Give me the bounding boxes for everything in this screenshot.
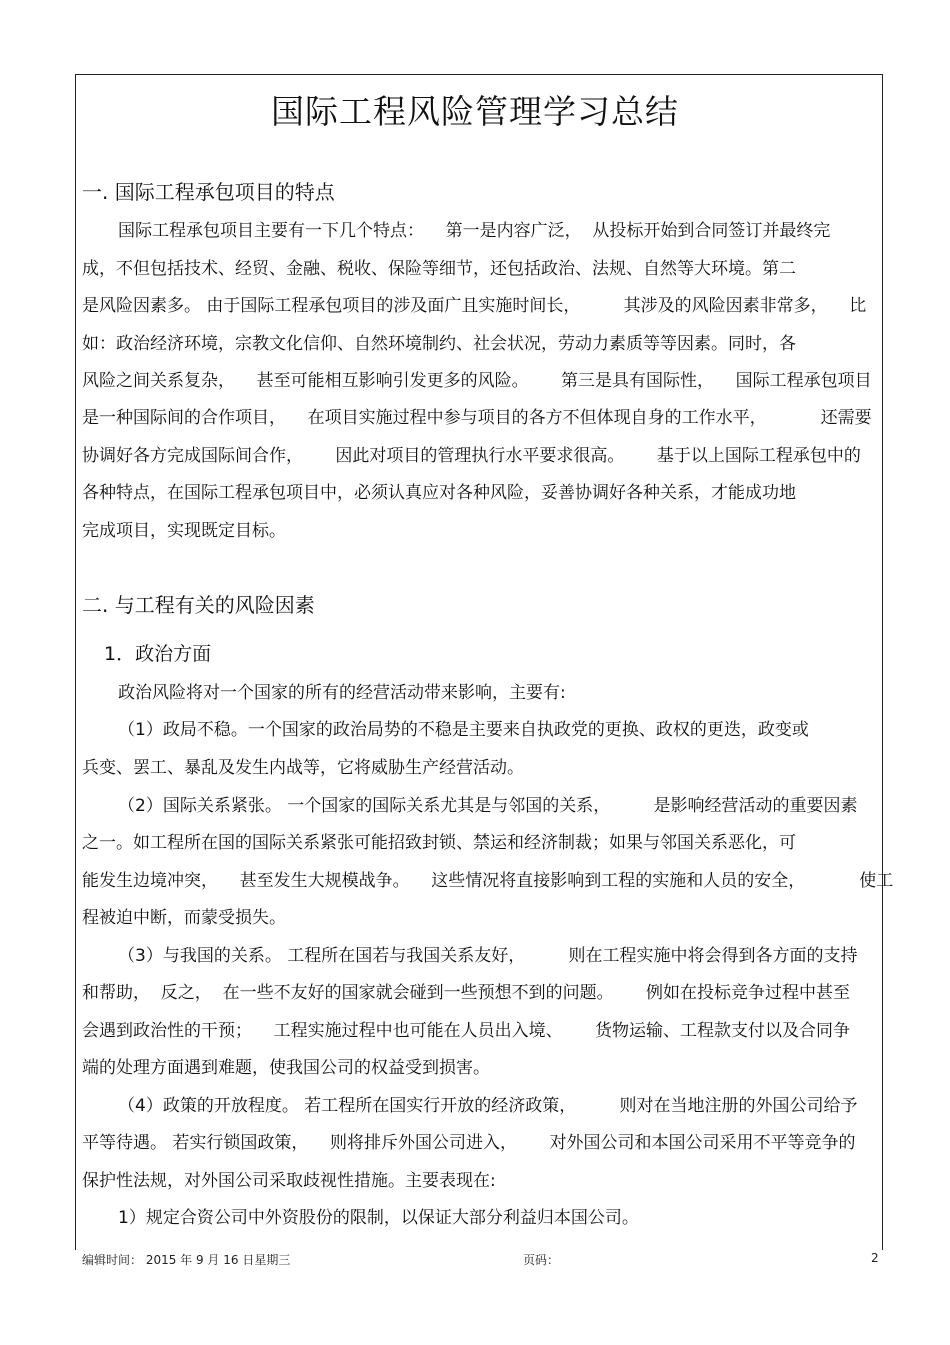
section1-line: 风险之间关系复杂， 甚至可能相互影响引发更多的风险。 第三是具有国际性， 国际工程承包项目	[82, 371, 872, 391]
paragraph-line: （4）政策的开放程度。 若工程所在国实行开放的经济政策， 则对在当地注册的外国公司给予	[118, 1096, 858, 1116]
section1-heading: 一. 国际工程承包项目的特点	[82, 180, 335, 204]
document-title: 国际工程风险管理学习总结	[271, 92, 679, 131]
section1-line: 是一种国际间的合作项目， 在项目实施过程中参与项目的各方不但体现自身的工作水平， 还需要	[82, 408, 872, 428]
footer-page-label: 页码：	[523, 1253, 560, 1267]
section1-line: 如：政治经济环境，宗教文化信仰、自然环境制约、社会状况，劳动力素质等等因素。同时，各	[82, 334, 796, 354]
paragraph-line: 端的处理方面遇到难题，使我国公司的权益受到损害。	[82, 1058, 490, 1078]
paragraph-line: 兵变、罢工、暴乱及发生内战等，它将威胁生产经营活动。	[82, 758, 524, 778]
section1-line: 各种特点，在国际工程承包项目中，必须认真应对各种风险，妥善协调好各种关系，才能成功地	[82, 483, 796, 503]
section1-line: 成，不但包括技术、经贸、金融、税收、保险等细节，还包括政治、法规、自然等大环境。第二	[82, 259, 796, 279]
paragraph-line: （1）政局不稳。一个国家的政治局势的不稳是主要来自执政党的更换、政权的更迭，政变或	[118, 720, 809, 740]
section1-line: 国际工程承包项目主要有一下几个特点： 第一是内容广泛， 从投标开始到合同签订并最终完	[118, 221, 831, 241]
paragraph-line: 1）规定合资公司中外资股份的限制，以保证大部分利益归本国公司。	[118, 1208, 639, 1228]
footer-page-number: 2	[871, 1251, 879, 1265]
paragraph-line: （3）与我国的关系。 工程所在国若与我国关系友好， 则在工程实施中将会得到各方面的支持	[118, 946, 858, 966]
paragraph-line: 程被迫中断，而蒙受损失。	[82, 908, 286, 928]
paragraph-line: 和帮助， 反之， 在一些不友好的国家就会碰到一些预想不到的问题。 例如在投标竞争过程中甚至	[82, 983, 851, 1003]
paragraph-line: 会遇到政治性的干预； 工程实施过程中也可能在人员出入境、 货物运输、工程款支付以及合同争	[82, 1021, 851, 1041]
paragraph-line: （2）国际关系紧张。 一个国家的国际关系尤其是与邻国的关系， 是影响经营活动的重要因素	[118, 796, 858, 816]
section1-line: 是风险因素多。 由于国际工程承包项目的涉及面广且实施时间长， 其涉及的风险因素非常多， 比	[82, 296, 867, 316]
section2-heading: 二. 与工程有关的风险因素	[82, 593, 315, 617]
section2-subheading: 1．政治方面	[104, 643, 212, 665]
paragraph-line: 平等待遇。 若实行锁国政策， 则将排斥外国公司进入， 对外国公司和本国公司采用不平等竞争的	[82, 1133, 856, 1153]
paragraph-line: 能发生边境冲突， 甚至发生大规模战争。 这些情况将直接影响到工程的实施和人员的安全， 使工	[82, 871, 894, 891]
section1-line: 协调好各方完成国际间合作， 因此对项目的管理执行水平要求很高。 基于以上国际工程承包中的	[82, 446, 861, 466]
footer-edit-time: 编辑时间： 2015 年 9 月 16 日星期三	[82, 1253, 291, 1267]
section1-line: 完成项目，实现既定目标。	[82, 521, 286, 541]
paragraph-line: 保护性法规，对外国公司采取歧视性措施。主要表现在:	[82, 1171, 496, 1191]
section2-intro: 政治风险将对一个国家的所有的经营活动带来影响，主要有:	[118, 683, 566, 703]
paragraph-line: 之一。如工程所在国的国际关系紧张可能招致封锁、禁运和经济制裁；如果与邻国关系恶化，可	[82, 833, 796, 853]
